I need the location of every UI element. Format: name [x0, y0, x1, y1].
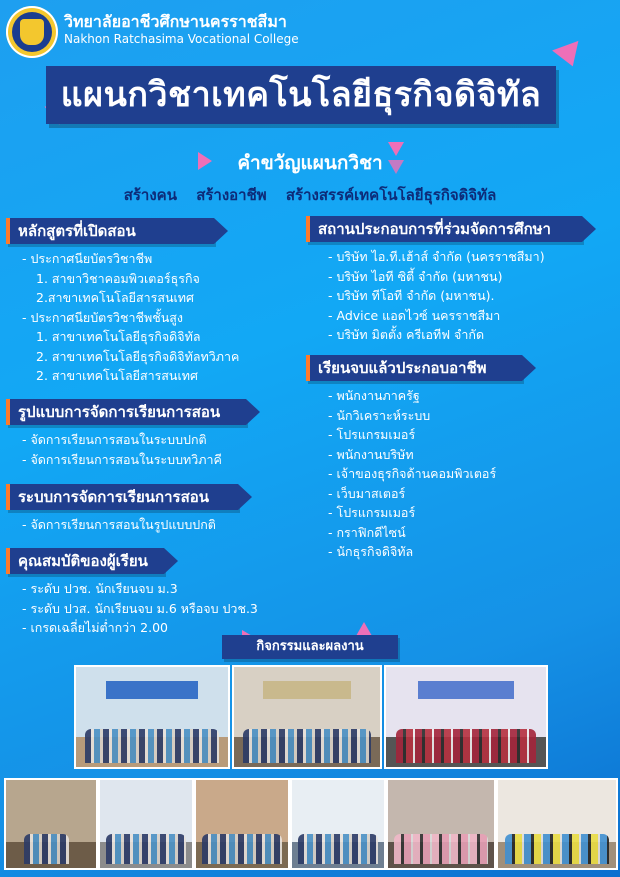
list-item: - บริษัท ทีโอที จำกัด (มหาชน). [328, 288, 495, 303]
list-item: - Advice แอดไวซ์ นครราชสีมา [328, 307, 501, 323]
list-item: 2. สาขาเทคโนโลยีธุรกิจดิจิทัลทวิภาค [36, 348, 240, 364]
list-item: 2. สาขาเทคโนโลยีสารสนเทศ [36, 368, 198, 383]
activities-heading: กิจกรรมและผลงาน [222, 635, 398, 659]
motto [0, 183, 620, 207]
section-heading-curriculum: หลักสูตรที่เปิดสอน [6, 218, 214, 244]
section-heading-qualifications: คุณสมบัติของผู้เรียน [6, 548, 164, 574]
list-item: - เว็บมาสเตอร์ [328, 485, 406, 501]
section-heading-teaching-format: รูปแบบการจัดการเรียนการสอน [6, 399, 246, 425]
decor-triangle [356, 622, 372, 636]
activity-photo [194, 778, 290, 870]
list-item: - จัดการเรียนการสอนในรูปแบบปกติ [22, 517, 216, 532]
list-item: - เจ้าของธุรกิจด้านคอมพิวเตอร์ [328, 466, 497, 481]
list-item: - บริษัท มิตตั้ง ครีเอทีฟ จำกัด [328, 327, 485, 342]
section-heading-partners: สถานประกอบการที่ร่วมจัดการศึกษา [306, 216, 582, 242]
motto-part: สร้างคน [123, 186, 177, 204]
list-item: - จัดการเรียนการสอนในระบบทวิภาคี [22, 451, 222, 467]
list-item: - เกรดเฉลี่ยไม่ต่ำกว่า 2.00 [22, 620, 169, 635]
teaching-system-list [22, 515, 216, 535]
page-title: แผนกวิชาเทคโนโลยีธุรกิจดิจิทัล [60, 75, 542, 115]
list-item: - พนักงานภาครัฐ [328, 388, 420, 403]
activity-photo [98, 778, 194, 870]
qualifications-list [22, 579, 258, 638]
list-item: - นักวิเคราะห์ระบบ [328, 407, 431, 423]
partners-list [328, 247, 545, 345]
list-item: - บริษัท ไอที ซิตี้ จำกัด (มหาชน) [328, 268, 503, 284]
page-title-banner [46, 66, 556, 124]
activity-photo [232, 665, 382, 769]
activity-photo [384, 665, 548, 769]
motto-title: คำขวัญแผนกวิชา [237, 152, 383, 174]
college-logo [6, 6, 58, 58]
college-name-en: Nakhon Ratchasima Vocational College [64, 32, 299, 46]
section-heading-careers: เรียนจบแล้วประกอบอาชีพ [306, 355, 522, 381]
motto-part: สร้างอาชีพ [196, 186, 267, 204]
activity-photo [4, 778, 98, 870]
activity-photo [74, 665, 230, 769]
list-item: - ระดับ ปวส. นักเรียนจบ ม.6 หรือจบ ปวช.3 [22, 600, 258, 616]
teaching-format-list [22, 430, 222, 469]
activity-photo [290, 778, 386, 870]
list-item: 1. สาขาวิชาคอมพิวเตอร์ธุรกิจ [36, 270, 200, 286]
list-item: 1. สาขาเทคโนโลยีธุรกิจดิจิทัล [36, 329, 201, 344]
list-item: - ประกาศนียบัตรวิชาชีพชั้นสูง [22, 309, 184, 325]
list-item: - นักธุรกิจดิจิทัล [328, 544, 414, 559]
list-item: - บริษัท ไอ.ที.เฮ้าส์ จำกัด (นครราชสีมา) [328, 249, 545, 264]
motto-part: สร้างสรรค์เทคโนโลยีธุรกิจดิจิทัล [285, 186, 497, 204]
activity-photo [496, 778, 618, 870]
college-name-th: วิทยาลัยอาชีวศึกษานครราชสีมา [64, 12, 287, 31]
curriculum-list [22, 249, 239, 386]
list-item: - จัดการเรียนการสอนในระบบปกติ [22, 432, 207, 447]
section-heading-teaching-system: ระบบการจัดการเรียนการสอน [6, 484, 238, 510]
list-item: - โปรแกรมเมอร์ [328, 505, 416, 520]
list-item: - ระดับ ปวช. นักเรียนจบ ม.3 [22, 581, 178, 596]
careers-list [328, 386, 496, 562]
list-item: - โปรแกรมเมอร์ [328, 427, 416, 442]
list-item: 2.สาขาเทคโนโลยีสารสนเทศ [36, 290, 194, 305]
decor-triangle [552, 41, 586, 71]
list-item: - กราฟิกดีไซน์ [328, 524, 406, 540]
activity-photo [386, 778, 496, 870]
list-item: - พนักงานบริษัท [328, 446, 414, 462]
list-item: - ประกาศนียบัตรวิชาชีพ [22, 251, 153, 266]
